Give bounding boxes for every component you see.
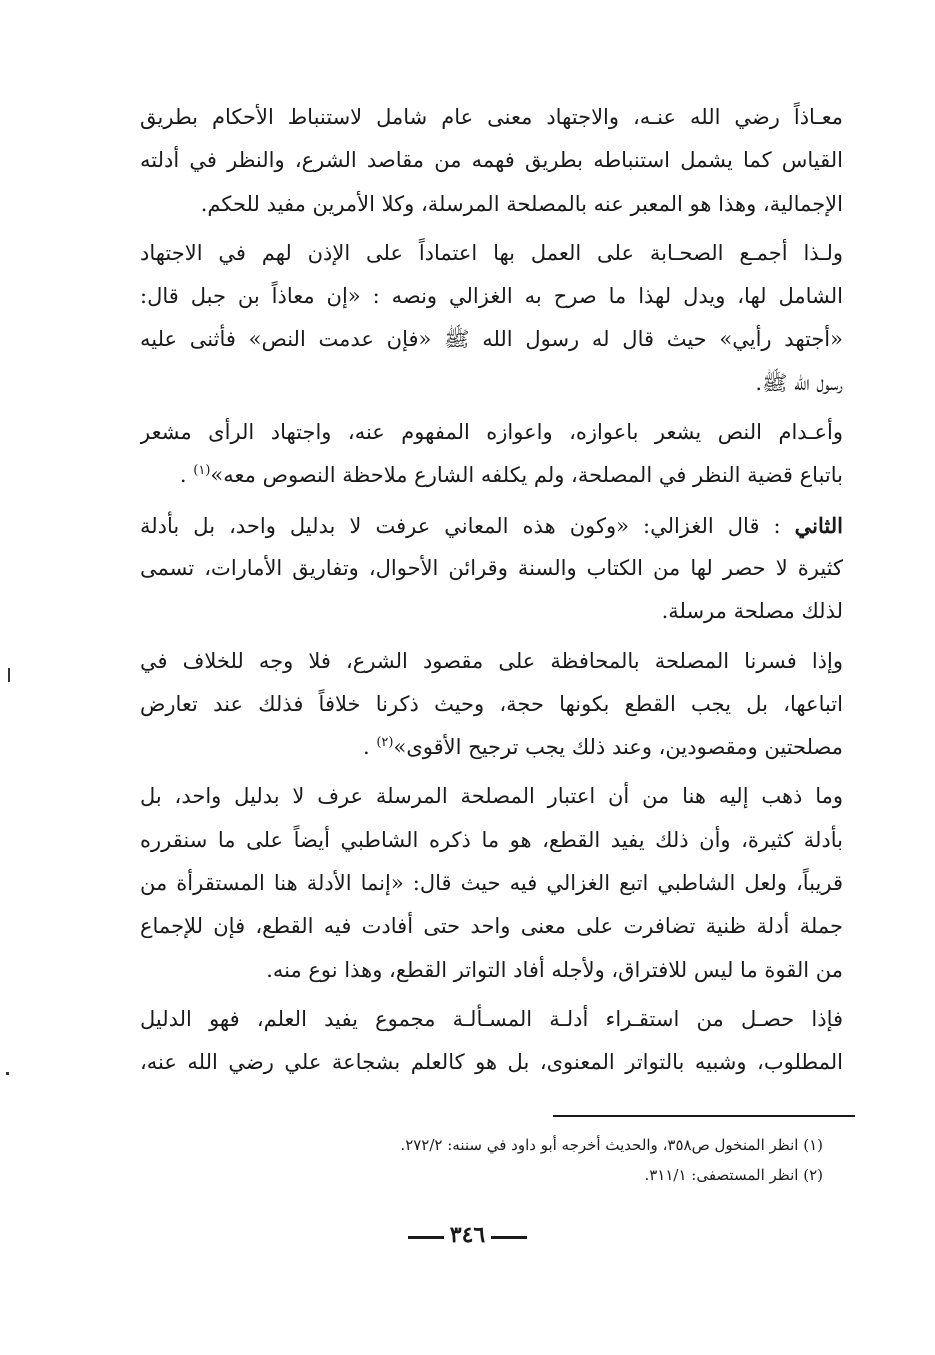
page-number-dash (408, 1236, 444, 1239)
text-line: اتباعها، بل يجب القطع بكونها حجة، وحيث ذكرنا خلافاً فذلك عند تعارض (140, 691, 843, 716)
page-number-value: ٣٤٦ (449, 1222, 486, 1248)
text-line (140, 504, 843, 547)
text-line: كثيرة لا حصر لها من الكتاب والسنة وقرائن الأحوال، وتفاريق الأمارات، تسمى (140, 555, 843, 580)
text-line: لذلك مصلحة مرسلة. (661, 599, 843, 624)
page-number-dash (491, 1236, 527, 1239)
footnote-separator (553, 1115, 855, 1117)
footnote: (١) انظر المنخول ص٣٥٨، والحديث أخرجه أبو داود في سننه: ٢٧٢/٢. (400, 1136, 823, 1154)
text-line: رسول الله ﷺ. (755, 370, 843, 395)
text-line: فإذا حصـل من استقـراء أدلـة المسـألـة مجموع يفيد العلم، فهو الدليل (140, 1006, 843, 1031)
paragraph (140, 96, 843, 226)
paragraph (140, 232, 843, 405)
paragraph (140, 775, 843, 991)
text-line-content: باتباع قضية النظر في المصلحة، ولم يكلفه الشارع ملاحظة النصوص معه» (210, 463, 843, 488)
paragraph (140, 504, 843, 634)
body-text (140, 96, 843, 1091)
text-line: باتباع قضية النظر في المصلحة، ولم يكلفه الشارع ملاحظة النصوص معه»$^{(١)}$ . (179, 463, 843, 488)
footnote-reference: (١) (193, 463, 211, 479)
text-line: جملة أدلة ظنية تضافرت على معنى واحد حتى أفادت فيه القطع، فإن للإجماع (140, 914, 843, 939)
text-line: بأدلة كثيرة، وأن ذلك يفيد القطع، هو ما ذكره الشاطبي أيضاً على ما سنقرره (140, 827, 843, 852)
text-line: وأعـدام النص يشعر باعوازه، واعوازه المفهوم عنه، واجتهاد الرأى مشعر (140, 420, 843, 445)
scan-mark (8, 668, 10, 682)
paragraph (140, 998, 843, 1085)
paragraph (140, 411, 843, 498)
text-line: «أجتهد رأيي» حيث قال له رسول الله ﷺ «فإن عدمت النص» فأثنى عليه (140, 327, 843, 352)
text-line: من القوة ما ليس للافتراق، ولأجله أفاد التواتر القطع، وهذا نوع منه. (266, 957, 843, 982)
page-number (0, 1222, 935, 1248)
text-line: مصلحتين ومقصودين، وعند ذلك يجب ترجيح الأقوى»$^{(٢)}$ . (362, 735, 843, 760)
text-line: القياس كما يشمل استنباطه بطريق فهمه من مقاصد الشرع، والنظر في أدلته (140, 148, 843, 173)
footnote: (٢) انظر المستصفى: ٣١١/١. (644, 1166, 823, 1184)
footnote-reference: (٢) (376, 735, 394, 751)
text-line: قريباً، ولعل الشاطبي اتبع الغزالي فيه حيث قال: «إنما الأدلة هنا المستقرأة من (140, 871, 843, 896)
text-line: وإذا فسرنا المصلحة بالمحافظة على مقصود الشرع، فلا وجه للخلاف في (140, 648, 843, 673)
text-line: المطلوب، وشبيه بالتواتر المعنوى، بل هو كالعلم بشجاعة علي رضي الله عنه، (140, 1050, 843, 1075)
text-line: ولـذا أجمـع الصحـابة على العمل بها اعتماداً على الإذن لهم في الاجتهاد (140, 240, 843, 265)
paragraph (140, 640, 843, 770)
scan-mark (6, 1072, 9, 1075)
text-line: وما ذهب إليه هنا من أن اعتبار المصلحة المرسلة عرف لا بدليل واحد، بل (140, 784, 843, 809)
text-line: معـاذاً رضي الله عنـه، والاجتهاد معنى عام شامل لاستنباط الأحكام بطريق (140, 105, 843, 129)
text-line: الشامل لها، ويدل لهذا ما صرح به الغزالي ونصه : «إن معاذاً بن جبل قال: (140, 284, 843, 309)
text-line: الإجمالية، وهذا هو المعبر عنه بالمصلحة المرسلة، وكلا الأمرين مفيد للحكم. (200, 191, 843, 216)
footnotes (263, 1130, 823, 1190)
paragraph-lead: الثاني (794, 512, 843, 538)
text-line-content: : قال الغزالي: «وكون هذه المعاني عرفت لا بدليل واحد، بل بأدلة (140, 513, 781, 538)
text-line-content: مصلحتين ومقصودين، وعند ذلك يجب ترجيح الأقوى» (393, 735, 843, 760)
